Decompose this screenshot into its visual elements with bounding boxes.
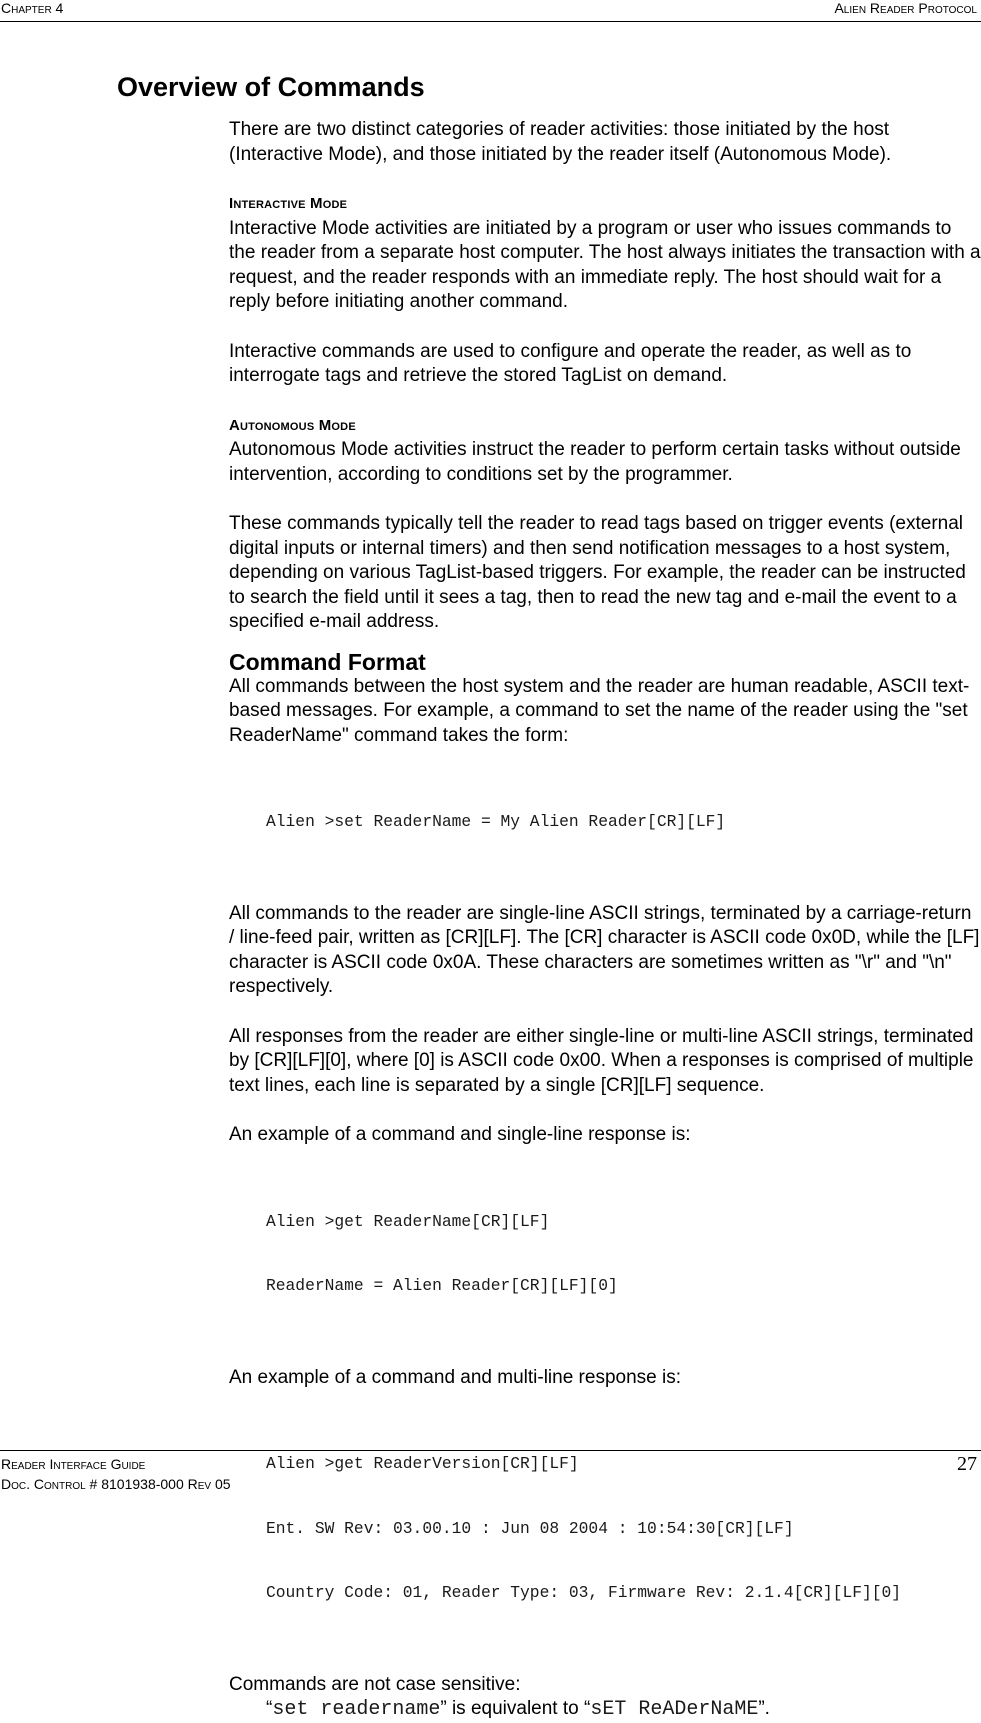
open-quote: “ [266, 1698, 273, 1719]
interactive-paragraph-1: Interactive Mode activities are initiated by a program or user who issues commands to the reader from a separate host computer. The host always initiates the transaction with a request, and the reader responds with an immediate reply. The host should wait for a reply before initiating another command. [229, 217, 981, 312]
autonomous-mode-heading: Autonomous Mode [229, 416, 356, 434]
command-format-paragraph-4: An example of a command and single-line response is: [229, 1124, 691, 1145]
code-example-set-readername [229, 768, 981, 876]
autonomous-paragraph-2: These commands typically tell the reader to read tags based on trigger events (external digital inputs or internal timers) and then send notification messages to a host system, depending on various TagList-based triggers. For example, the reader can be instructed to search the field until it sees a tag, then to read the new tag and e-mail the event to a specified e-mail address. [229, 513, 966, 632]
code-line: ReaderName = Alien Reader[CR][LF][0] [266, 1276, 618, 1295]
inline-code-lowercase: set readername [272, 1698, 441, 1721]
page-number: 27 [957, 1453, 977, 1475]
page-header [0, 0, 981, 22]
code-example-single-line [229, 1168, 981, 1340]
intro-paragraph: There are two distinct categories of reader activities: those initiated by the host (Interactive Mode), and those initiated by the reader itself (Autonomous Mode). [229, 119, 892, 165]
command-format-paragraph-2: All commands to the reader are single-line ASCII strings, terminated by a carriage-return / line-feed pair, written as [CR][LF]. The [CR] character is ASCII code 0x0D, while the [LF] character is ASCII code 0x0A. These characters are sometimes written as "\r" and "\n" respectively. [229, 902, 980, 997]
close-quote: ”. [758, 1698, 770, 1719]
code-line: Ent. SW Rev: 03.00.10 : Jun 08 2004 : 10:54:30[CR][LF] [266, 1518, 794, 1538]
command-format-paragraph-3: All responses from the reader are either single-line or multi-line ASCII strings, terminated by [CR][LF][0], where [0] is ASCII code 0x00. When a responses is comprised of multiple text lines, each line is separated by a single [CR][LF] sequence. [229, 1025, 974, 1096]
footer-guide-title: Reader Interface Guide [1, 1456, 146, 1472]
inline-code-mixedcase: sET ReADerNaME [590, 1698, 759, 1721]
page-title: Overview of Commands [117, 72, 425, 102]
interactive-mode-heading: Interactive Mode [229, 195, 348, 212]
section-label: Alien Reader Protocol [834, 0, 977, 16]
command-format-paragraph-6: Commands are not case sensitive: [229, 1673, 521, 1695]
equivalence-text: ” is equivalent to “ [440, 1698, 591, 1719]
command-format-section [229, 649, 981, 1723]
chapter-label: Chapter 4 [1, 0, 64, 16]
code-example-multi-line [229, 1410, 981, 1647]
command-format-paragraph-1: All commands between the host system and the reader are human readable, ASCII text-based messages. For example, a command to set the name of the reader using the "set ReaderName" command takes the form: [229, 675, 970, 746]
code-line: Alien >get ReaderVersion[CR][LF] [266, 1454, 579, 1473]
command-format-heading: Command Format [229, 648, 426, 675]
main-content [229, 118, 981, 1723]
footer-doc-control: Doc. Control # 8101938-000 Rev 05 [1, 1476, 231, 1492]
autonomous-paragraph-1: Autonomous Mode activities instruct the reader to perform certain tasks without outside intervention, according to conditions set by the programmer. [229, 439, 961, 485]
code-line: Country Code: 01, Reader Type: 03, Firmware Rev: 2.1.4[CR][LF][0] [266, 1583, 902, 1602]
autonomous-mode-section [229, 414, 981, 635]
code-line: Alien >get ReaderName[CR][LF] [266, 1211, 550, 1231]
code-line: Alien >set ReaderName = My Alien Reader[CR][LF] [266, 812, 726, 831]
interactive-mode-section [229, 192, 981, 389]
command-format-paragraph-5: An example of a command and multi-line response is: [229, 1366, 682, 1388]
interactive-paragraph-2: Interactive commands are used to configure and operate the reader, as well as to interrogate tags and retrieve the stored TagList on demand. [229, 340, 912, 386]
case-sensitivity-example [229, 1697, 981, 1723]
